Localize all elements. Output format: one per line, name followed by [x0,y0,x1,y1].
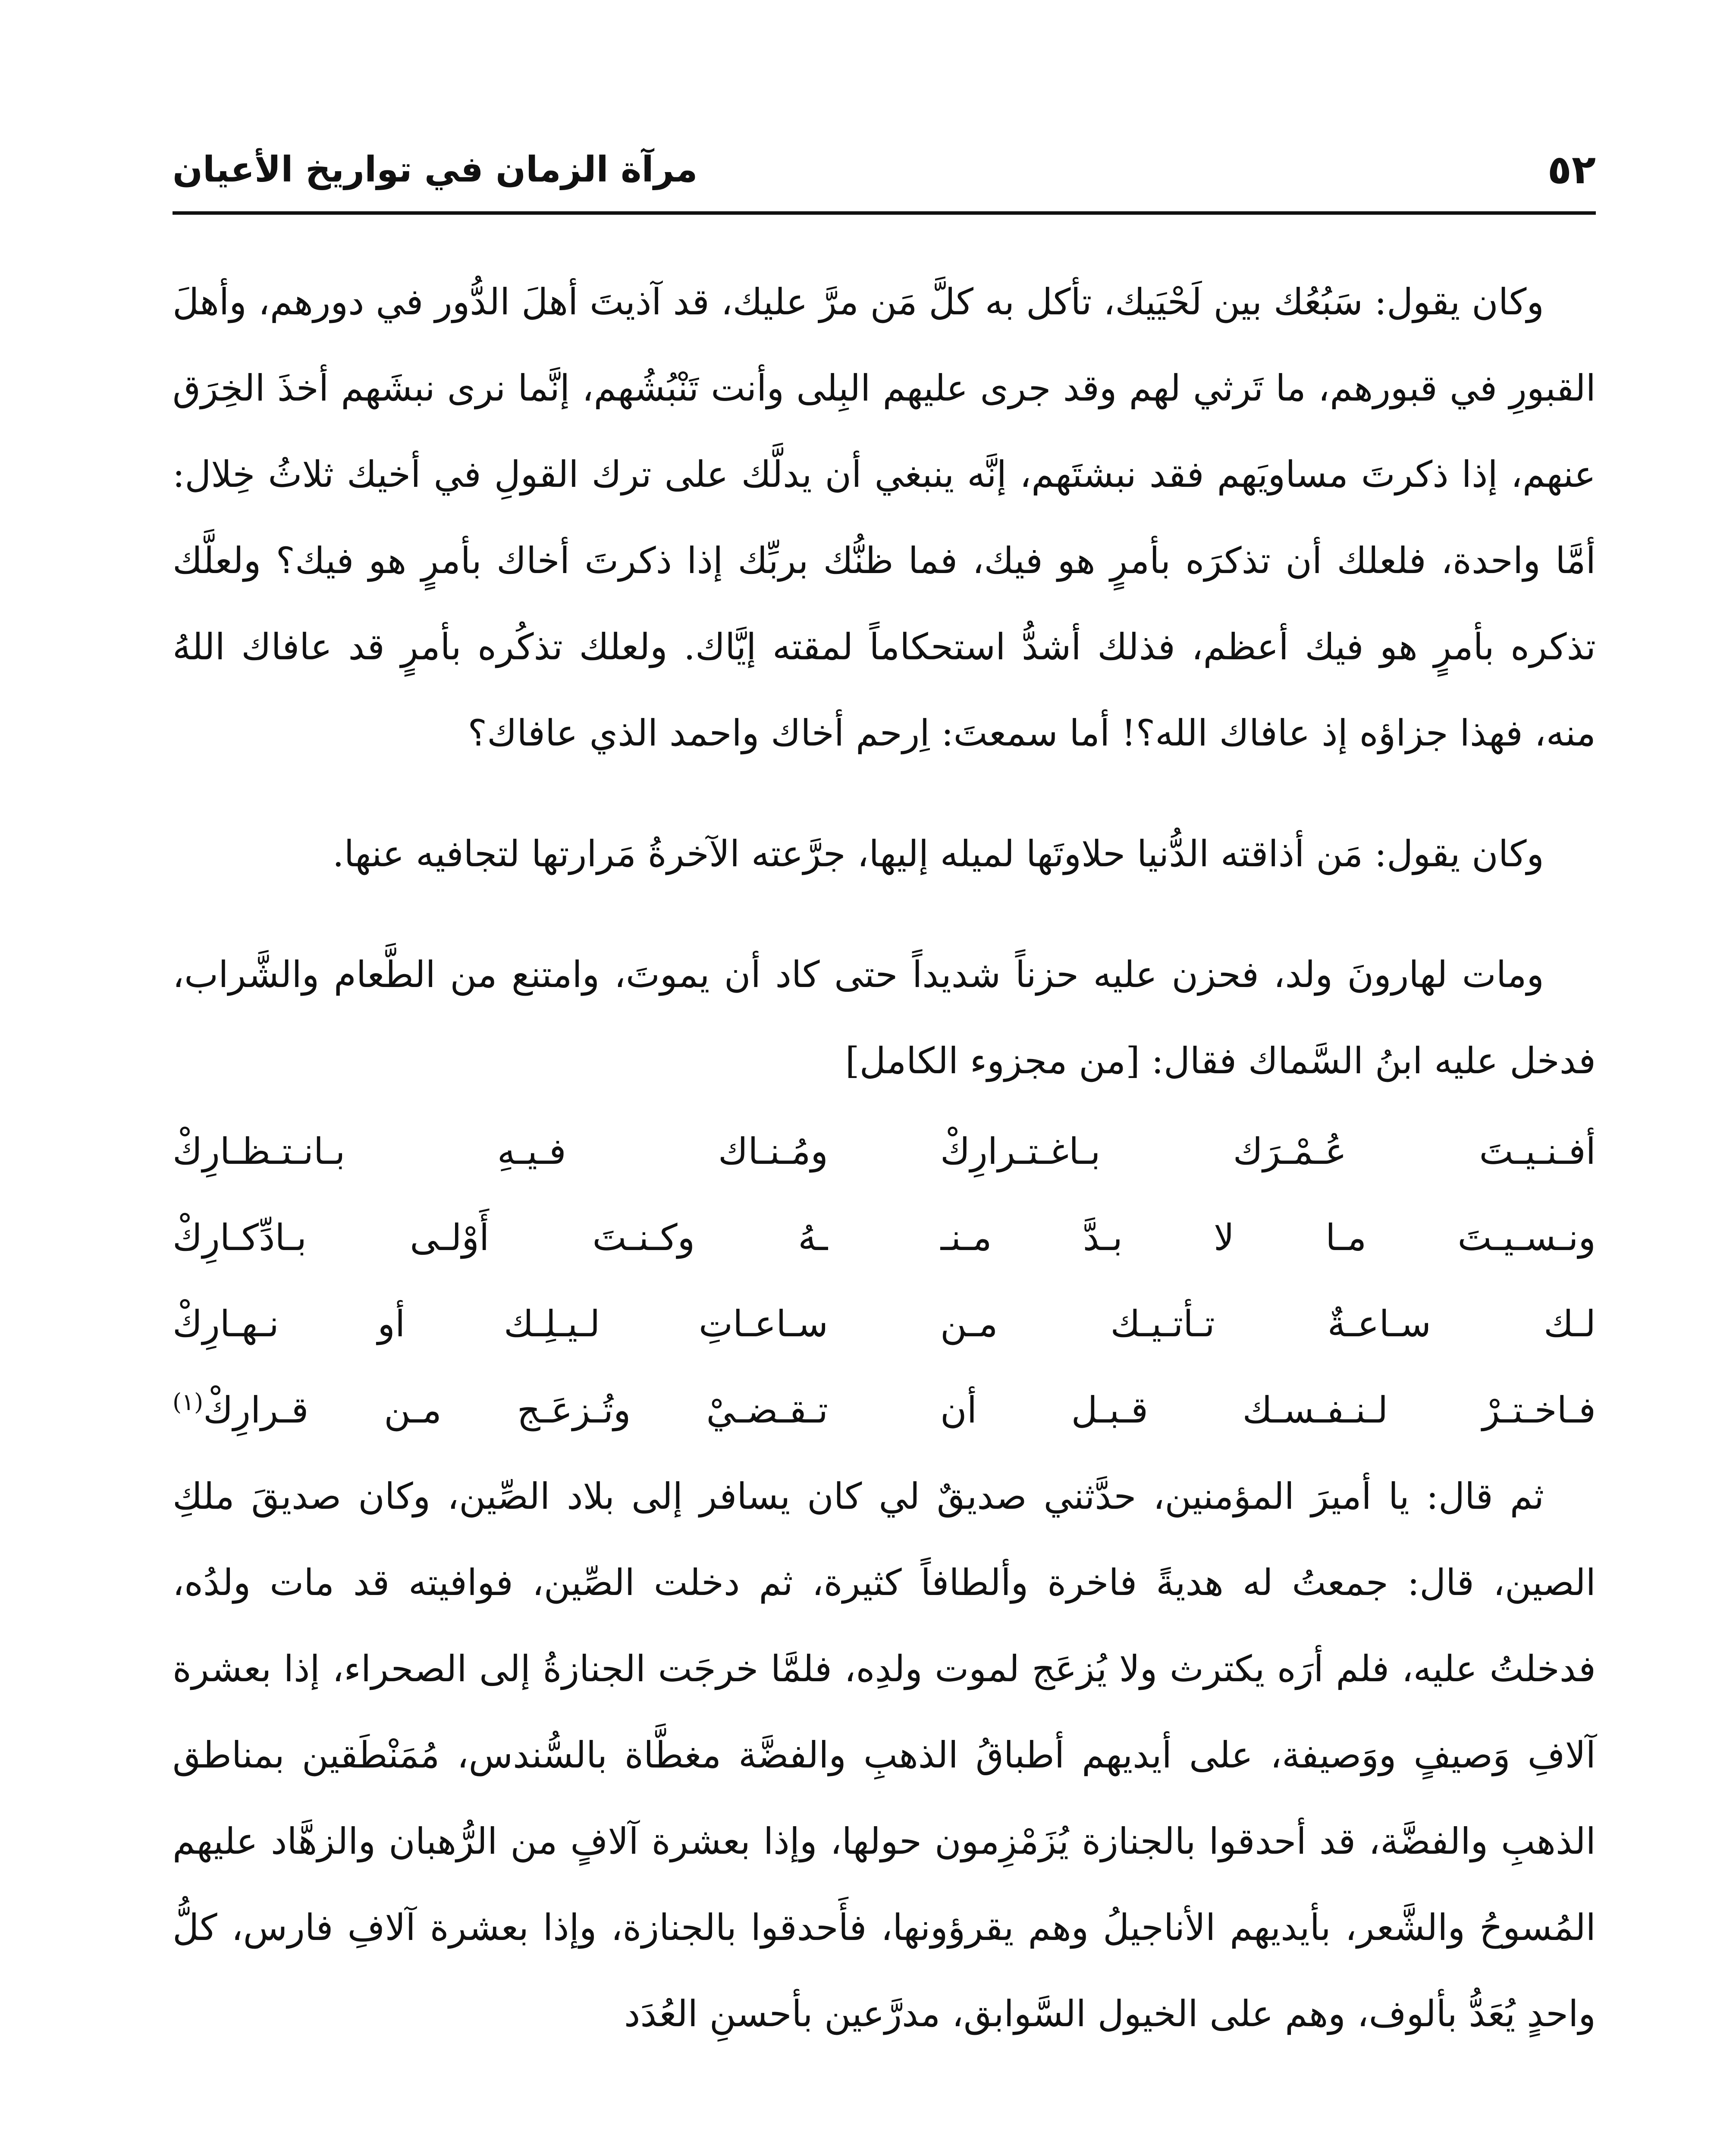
elegy-intro-text: ومات لهارونَ ولد، فحزن عليه حزناً شديداً حتى كاد أن يموتَ، وامتنع من الطَّعام والشَّراب، فدخل عليه ابنُ السَّماك فقال: [173,953,1596,1082]
second-hemistich: ومُـنـاك فـيـهِ بـانـتـظـارِكْ [173,1130,828,1172]
second-hemistich: سـاعـاتِ لـيـلِـك أو نـهـارِكْ [173,1303,828,1345]
poem-verse [173,1367,1596,1453]
book-page [173,121,1596,2156]
paragraph: وكان يقول: مَن أذاقته الدُّنيا حلاوتَها لميله إليها، جرَّعته الآخرةُ مَرارتها لتجافيه عنها. [332,833,1544,875]
running-head [173,147,1596,207]
poem-verse [173,1194,1596,1281]
elegy-intro [173,931,1596,1104]
paragraph: ثم قال: يا أميرَ المؤمنين، حدَّثني صديقٌ لي كان يسافر إلى بلاد الصِّين، وكان صديقَ ملكِ الصين، قال: جمعتُ له هديةً فاخرة وألطافاً كثيرة، ثم دخلت الصِّين، فوافيته قد مات ولدُه، فدخلتُ عليه، فلم أرَه يكترث ولا يُزعَج لموت ولدِه، فلمَّا خرجَت الجنازةُ إلى الصحراء، إذا بعشرة آلافِ وَصيفٍ ووَصيفة، على أيديهم أطباقُ الذهبِ والفضَّة مغطَّاة بالسُّندس، مُمَنْطَقين بمناطق الذهبِ والفضَّة، قد أحدقوا بالجنازة يُزَمْزِمون حولها، وإذا بعشرة آلافٍ من الرُّهبان والزهَّاد عليهم المُسوحُ والشَّعر، بأيديهم الأناجيلُ وهم يقرؤونها، فأَحدقوا بالجنازة، وإذا بعشرة آلافِ فارس، كلُّ واحدٍ يُعَدُّ بألوف، وهم على الخيول السَّوابق، مدرَّعين بأحسنِ العُدَد [173,1475,1596,2035]
poetic-meter: [من مجزوء الكامل] [845,1040,1140,1082]
first-hemistich: فـاخـتـرْ لـنـفـسـك قـبـل أن [940,1389,1596,1431]
first-hemistich: أفـنـيـتَ عُـمْـرَك بـاغـتـرارِكْ [940,1130,1596,1172]
poem-verse [173,1108,1596,1194]
paragraph: وكان يقول: سَبُعُك بين لَحْيَيك، تأكل به كلَّ مَن مرَّ عليك، قد آذيتَ أهلَ الدُّور في دورهم، وأهلَ القبورِ في قبورهم، ما تَرثي لهم وقد جرى عليهم البِلى وأنت تَنْبُشُهم، إنَّما نرى نبشَهم أخذَ الخِرَق عنهم، إذا ذكرتَ مساويَهم فقد نبشتَهم، إنَّه ينبغي أن يدلَّك على ترك القولِ في أخيك ثلاثُ خِلال: أمَّا واحدة، فلعلك أن تذكرَه بأمرٍ هو فيك، فما ظنُّك بربِّك إذا ذكرتَ أخاك بأمرٍ هو فيك؟ ولعلَّك تذكره بأمرٍ هو فيك أعظم، فذلك أشدُّ استحكاماً لمقته إيَّاك. ولعلك تذكُره بأمرٍ قد عافاك اللهُ منه، فهذا جزاؤه إذ عافاك الله؟! أما سمعتَ: اِرحم أخاك واحمد الذي عافاك؟ [173,281,1596,754]
second-hemistich [173,1367,828,1453]
poem-verse [173,1281,1596,1367]
header-rule [173,211,1596,215]
first-hemistich: ونـسـيـتَ مـا لا بـدَّ مـنـ [940,1216,1596,1259]
first-hemistich: لـك سـاعـةٌ تـأتـيـك مـن [940,1303,1596,1345]
page-number: ٥٢ [1547,147,1596,193]
footnote-marker: (١) [173,1388,204,1416]
poem [173,1108,1596,1453]
book-title: مرآة الزمان في تواريخ الأعيان [173,149,698,190]
second-hemistich: ـهُ وكـنـتَ أَوْلـى بـادِّكـارِكْ [173,1216,828,1259]
second-hemistich-text: تـقـضـيْ وتُـزعَـج مـن قـرارِكْ [203,1389,828,1431]
main-text [173,259,1596,2057]
